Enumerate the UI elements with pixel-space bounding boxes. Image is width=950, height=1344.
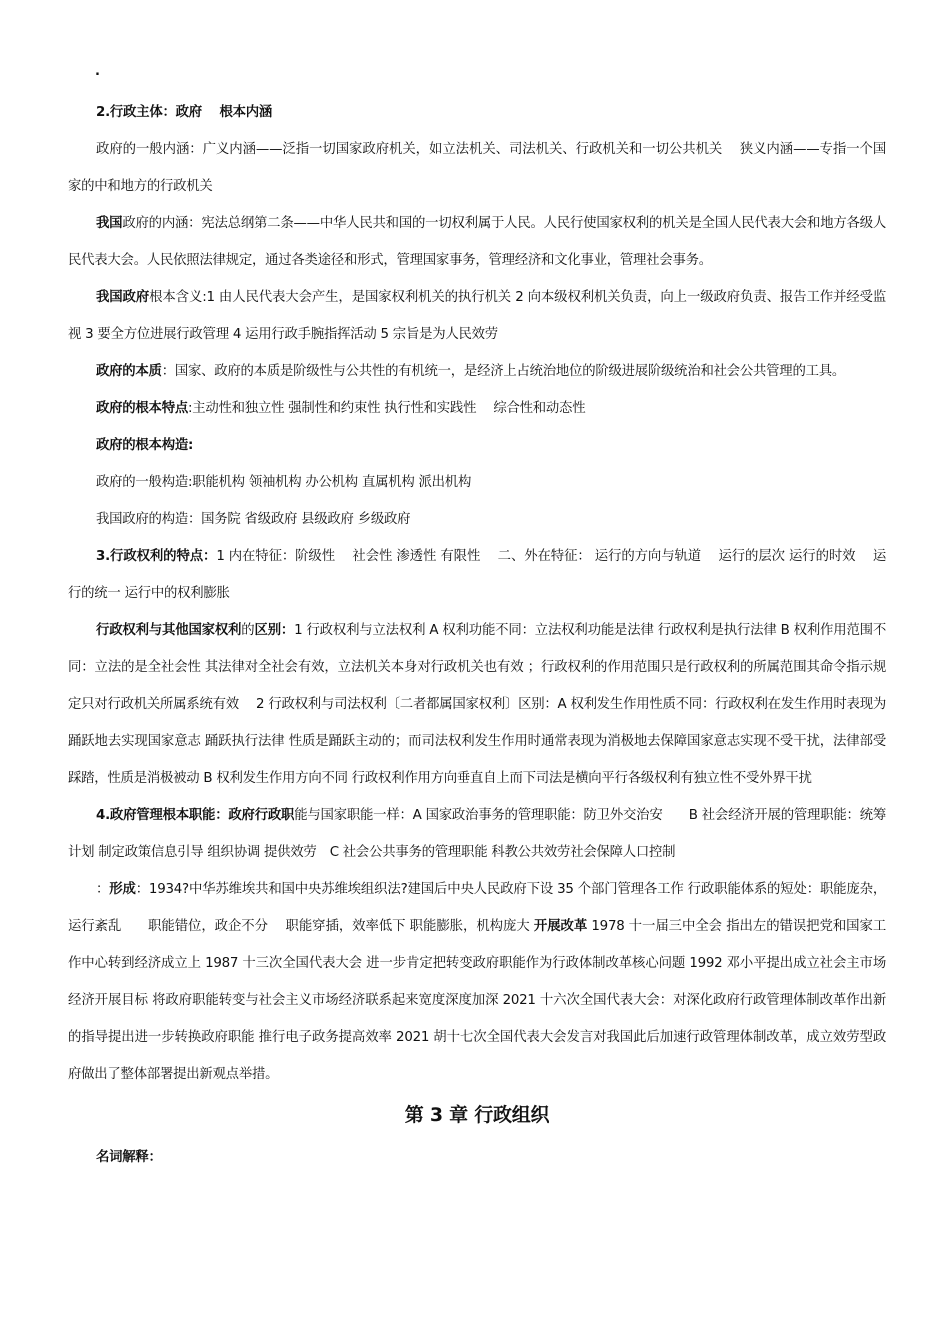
subheading-government-structure: 政府的根本构造: bbox=[96, 438, 194, 453]
paragraph-general-structure: 政府的一般构造:职能机构 领袖机构 办公机构 直属机构 派出机构 bbox=[96, 475, 472, 490]
chapter-title: 第 3 章 行政组织 bbox=[404, 1104, 550, 1126]
bold-lead: 我国 bbox=[96, 216, 123, 231]
bold-lead: 我国政府 bbox=[96, 290, 150, 305]
bold-lead: 形成 bbox=[109, 882, 136, 897]
paragraph-text: 1978 十一届三中全会 指出左的错误把党和国家工作中心转到经济成立上 1987 十三次全国代表大会 进一步肯定把转变政府职能作为行政体制改革核心问题 1992 邓小平提出成立社会主市场经济开展目标 将政府职能转变与社会主义市场经济联系起来宽度深度加深 2021 十六次全国代表大会：对深化政府行政管理体制改革作出新的指导提出进一步转换政府职能 推行电子政务提高效率 2021 胡十七次全国代表大会发言对我国此后加速行政管理体制改革，成立效劳型政府做出了整体部署提出新观点举措。 bbox=[68, 919, 886, 1082]
paragraph-government-general-meaning: 政府的一般内涵：广义内涵——泛指一切国家政府机关，如立法机关、司法机关、行政机关和一切公共机关 狭义内涵——专指一个国家的中和地方的行政机关 bbox=[68, 142, 886, 194]
paragraph-text: 1 内在特征：阶级性 社会性 渗透性 有限性 二、外在特征： 运行的方向与轨道 运行的层次 运行的时效 运行的统一 运行中的权利膨胀 bbox=[68, 549, 887, 601]
paragraph-basic-functions bbox=[68, 797, 886, 871]
paragraph-text: 根本含义:1 由人民代表大会产生，是国家权利机关的执行机关 2 向本级权利机关负责，向上一级政府负责、报告工作并经受监视 3 要全方位进展行政管理 4 运用行政手腕指挥活动 5 宗旨是为人民效劳 bbox=[68, 290, 886, 342]
paragraph-text: ：国家、政府的本质是阶级性与公共性的有机统一，是经济上占统治地位的阶级进展阶级统治和社会公共管理的工具。 bbox=[161, 364, 846, 379]
bold-lead: 政府的本质 bbox=[96, 364, 162, 379]
bold-lead: 开展改革 bbox=[533, 919, 588, 934]
bold-lead: 4.政府管理根本职能：政府行政职 bbox=[96, 808, 295, 823]
bold-lead: 政府的根本特点 bbox=[96, 401, 188, 416]
connector-text: 的 bbox=[241, 623, 255, 638]
paragraph-government-essence bbox=[68, 353, 886, 390]
subheading-term-definitions: 名词解释： bbox=[96, 1150, 162, 1165]
document-body bbox=[68, 94, 886, 1176]
bold-lead: 区别： bbox=[254, 623, 295, 638]
paragraph-text: :主动性和独立性 强制性和约束性 执行性和实践性 综合性和动态性 bbox=[187, 401, 586, 416]
bold-lead: 3.行政权利的特点： bbox=[96, 549, 217, 564]
leading-colon: ： bbox=[96, 882, 110, 897]
paragraph-text: 政府的内涵：宪法总纲第二条——中华人民共和国的一切权利属于人民。人民行使国家权利的机关是全国人民代表大会和地方各级人民代表大会。人民依照法律规定，通过各类途径和形式，管理国家事务，管理经济和文化事业，管理社会事务。 bbox=[68, 216, 887, 268]
bold-lead: 行政权利与其他国家权利 bbox=[96, 623, 242, 638]
paragraph-power-differences bbox=[68, 612, 886, 797]
section-heading-administrative-subject: 2.行政主体：政府 根本内涵 bbox=[96, 105, 273, 120]
paragraph-text: ：1934?中华苏维埃共和国中央苏维埃组织法?建国后中央人民政府下设 35 个部门管理各工作 行政职能体系的短处：职能庞杂，运行紊乱 职能错位，政企不分 职能穿插，效率低下 职能膨胀，机构庞大 bbox=[68, 882, 887, 934]
paragraph-power-features bbox=[68, 538, 886, 612]
page-dot: . bbox=[95, 64, 100, 79]
paragraph-text: 1 行政权利与立法权利 A 权利功能不同：立法权利功能是法律 行政权利是执行法律 B 权利作用范围不同：立法的是全社会性 其法律对全社会有效，立法机关本身对行政机关也有效 ；行政权利的作用范围只是行政权利的所属范围其命令指示规定只对行政机关所属系统有效 2 行政权利与司法权利〔二者都属国家权利〕区别：A 权利发生作用性质不同：行政权利在发生作用时表现为踊跃地去实现国家意志 踊跃执行法律 性质是踊跃主动的；而司法权利发生作用时通常表现为消极地去保障国家意志实现不受干扰，法律部受踩踏，性质是消极被动 B 权利发生作用方向不同 行政权利作用方向垂直自上而下司法是横向平行各级权利有独立性不受外界干扰 bbox=[68, 623, 887, 786]
paragraph-china-structure: 我国政府的构造：国务院 省级政府 县级政府 乡级政府 bbox=[96, 512, 411, 527]
paragraph-formation-reform bbox=[68, 871, 886, 1093]
paragraph-basic-meaning bbox=[68, 279, 886, 353]
paragraph-government-features bbox=[68, 390, 886, 427]
paragraph-text: 能与国家职能一样：A 国家政治事务的管理职能：防卫外交治安 B 社会经济开展的管理职能：统筹计划 制定政策信息引导 组织协调 提供效劳 C 社会公共事务的管理职能 科教公共效劳社会保障人口控制 bbox=[68, 808, 886, 860]
paragraph-china-government-meaning bbox=[68, 205, 886, 279]
